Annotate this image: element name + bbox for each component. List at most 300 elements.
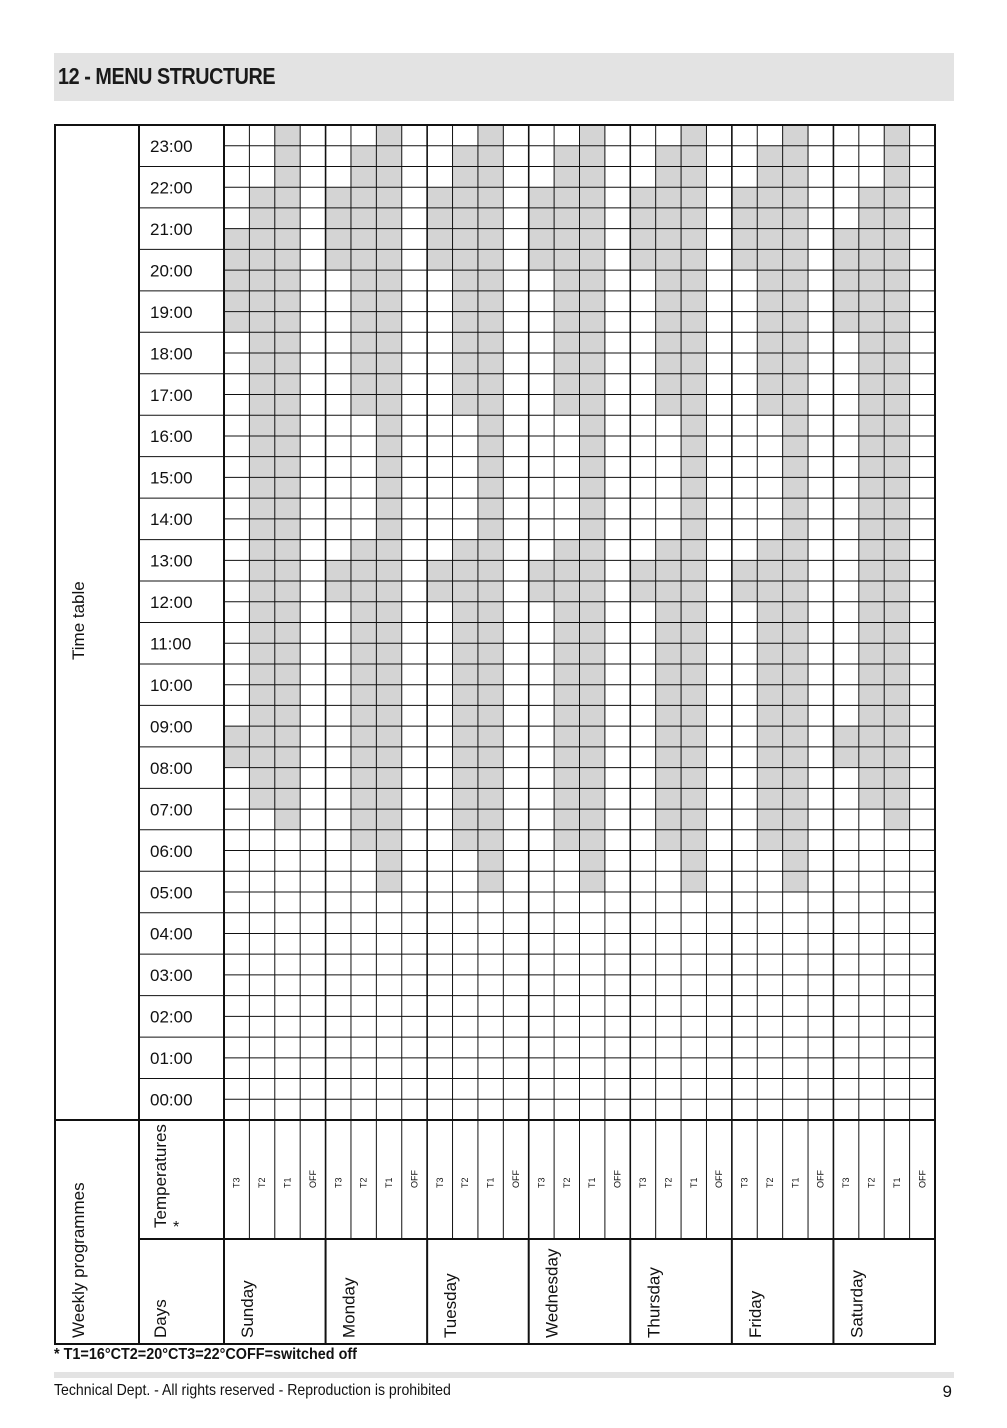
schedule-cell-monday bbox=[376, 581, 401, 602]
schedule-cell-friday bbox=[783, 415, 808, 436]
schedule-cell-friday bbox=[783, 457, 808, 478]
schedule-cell-sunday bbox=[275, 560, 300, 581]
schedule-cell-wednesday bbox=[580, 457, 605, 478]
schedule-cell-monday bbox=[351, 726, 376, 747]
schedule-cell-sunday bbox=[275, 125, 300, 146]
schedule-cell-tuesday bbox=[478, 705, 503, 726]
day-label-tuesday: Tuesday bbox=[441, 1273, 461, 1338]
schedule-cell-saturday bbox=[884, 229, 909, 250]
schedule-cell-thursday bbox=[681, 726, 706, 747]
schedule-cell-monday bbox=[376, 685, 401, 706]
schedule-cell-wednesday bbox=[580, 685, 605, 706]
schedule-cell-sunday bbox=[275, 788, 300, 809]
schedule-cell-tuesday bbox=[478, 788, 503, 809]
schedule-cell-tuesday bbox=[427, 560, 452, 581]
schedule-cell-saturday bbox=[884, 312, 909, 333]
schedule-cell-friday bbox=[783, 623, 808, 644]
schedule-cell-friday bbox=[783, 498, 808, 519]
schedule-cell-tuesday bbox=[478, 125, 503, 146]
schedule-cell-wednesday bbox=[580, 871, 605, 892]
schedule-cell-monday bbox=[376, 705, 401, 726]
schedule-cell-saturday bbox=[859, 498, 884, 519]
schedule-cell-tuesday bbox=[453, 809, 478, 830]
temperature-column-label: T1 bbox=[790, 1177, 801, 1188]
schedule-cell-friday bbox=[757, 540, 782, 561]
schedule-cell-thursday bbox=[656, 353, 681, 374]
schedule-cell-wednesday bbox=[580, 125, 605, 146]
temperature-column-label: T1 bbox=[485, 1177, 496, 1188]
schedule-cell-sunday bbox=[275, 353, 300, 374]
schedule-cell-tuesday bbox=[453, 560, 478, 581]
temperature-column-label: T3 bbox=[231, 1177, 242, 1188]
schedule-cell-wednesday bbox=[554, 291, 579, 312]
hour-label: 01:00 bbox=[150, 1049, 193, 1069]
schedule-cell-monday bbox=[351, 374, 376, 395]
schedule-cell-sunday bbox=[249, 705, 274, 726]
schedule-cell-thursday bbox=[656, 187, 681, 208]
schedule-cell-saturday bbox=[884, 291, 909, 312]
temperature-column-label: T3 bbox=[841, 1177, 852, 1188]
schedule-cell-wednesday bbox=[580, 291, 605, 312]
schedule-cell-tuesday bbox=[478, 353, 503, 374]
schedule-cell-sunday bbox=[275, 540, 300, 561]
schedule-cell-friday bbox=[732, 581, 757, 602]
schedule-cell-tuesday bbox=[453, 187, 478, 208]
day-label-wednesday: Wednesday bbox=[542, 1248, 562, 1338]
schedule-cell-friday bbox=[783, 643, 808, 664]
schedule-cell-wednesday bbox=[580, 705, 605, 726]
temperature-column-label: T2 bbox=[358, 1177, 369, 1188]
schedule-cell-monday bbox=[376, 187, 401, 208]
schedule-cell-wednesday bbox=[580, 436, 605, 457]
temperature-column-label: OFF bbox=[409, 1170, 420, 1188]
schedule-cell-saturday bbox=[884, 125, 909, 146]
schedule-cell-tuesday bbox=[478, 560, 503, 581]
schedule-cell-friday bbox=[783, 747, 808, 768]
schedule-cell-friday bbox=[757, 623, 782, 644]
schedule-cell-monday bbox=[326, 581, 351, 602]
schedule-cell-tuesday bbox=[478, 747, 503, 768]
schedule-cell-wednesday bbox=[580, 374, 605, 395]
schedule-cell-sunday bbox=[224, 312, 249, 333]
schedule-cell-tuesday bbox=[453, 270, 478, 291]
weekly-programmes-label: Weekly programmes bbox=[69, 1182, 88, 1338]
schedule-cell-sunday bbox=[275, 685, 300, 706]
hour-label: 08:00 bbox=[150, 758, 193, 778]
temperature-column-label: T3 bbox=[637, 1177, 648, 1188]
schedule-cell-saturday bbox=[833, 291, 858, 312]
schedule-cell-saturday bbox=[859, 394, 884, 415]
schedule-cell-thursday bbox=[630, 249, 655, 270]
schedule-cell-tuesday bbox=[478, 394, 503, 415]
schedule-cell-tuesday bbox=[478, 166, 503, 187]
schedule-cell-monday bbox=[376, 519, 401, 540]
schedule-cell-monday bbox=[376, 353, 401, 374]
hour-label: 22:00 bbox=[150, 178, 193, 198]
schedule-cell-monday bbox=[351, 830, 376, 851]
schedule-cell-sunday bbox=[275, 394, 300, 415]
day-label-friday: Friday bbox=[745, 1290, 765, 1338]
schedule-cell-saturday bbox=[859, 312, 884, 333]
schedule-cell-sunday bbox=[249, 685, 274, 706]
schedule-cell-friday bbox=[783, 249, 808, 270]
schedule-cell-tuesday bbox=[453, 747, 478, 768]
schedule-cell-tuesday bbox=[453, 726, 478, 747]
footer-divider bbox=[54, 1372, 954, 1378]
schedule-cell-monday bbox=[351, 540, 376, 561]
schedule-cell-tuesday bbox=[453, 229, 478, 250]
schedule-cell-friday bbox=[757, 332, 782, 353]
schedule-cell-tuesday bbox=[478, 540, 503, 561]
schedule-cell-thursday bbox=[630, 229, 655, 250]
schedule-cell-saturday bbox=[859, 519, 884, 540]
temperature-column-label: T1 bbox=[587, 1177, 598, 1188]
schedule-cell-tuesday bbox=[453, 664, 478, 685]
schedule-cell-saturday bbox=[884, 809, 909, 830]
schedule-cell-saturday bbox=[859, 747, 884, 768]
hour-label: 04:00 bbox=[150, 924, 193, 944]
schedule-cell-sunday bbox=[249, 643, 274, 664]
schedule-cell-wednesday bbox=[580, 602, 605, 623]
schedule-cell-wednesday bbox=[554, 187, 579, 208]
schedule-cell-thursday bbox=[630, 208, 655, 229]
schedule-cell-saturday bbox=[859, 457, 884, 478]
schedule-cell-friday bbox=[757, 560, 782, 581]
schedule-cell-tuesday bbox=[453, 146, 478, 167]
schedule-cell-tuesday bbox=[478, 291, 503, 312]
schedule-cell-saturday bbox=[859, 249, 884, 270]
schedule-cell-friday bbox=[732, 208, 757, 229]
schedule-cell-tuesday bbox=[478, 249, 503, 270]
schedule-cell-sunday bbox=[249, 477, 274, 498]
schedule-cell-thursday bbox=[681, 685, 706, 706]
schedule-cell-monday bbox=[351, 312, 376, 333]
schedule-cell-saturday bbox=[859, 705, 884, 726]
schedule-cell-wednesday bbox=[529, 249, 554, 270]
temperature-column-label: T1 bbox=[688, 1177, 699, 1188]
schedule-cell-tuesday bbox=[478, 643, 503, 664]
schedule-cell-thursday bbox=[681, 374, 706, 395]
schedule-cell-wednesday bbox=[580, 540, 605, 561]
schedule-cell-wednesday bbox=[580, 187, 605, 208]
schedule-cell-saturday bbox=[884, 768, 909, 789]
schedule-cell-wednesday bbox=[529, 187, 554, 208]
schedule-cell-saturday bbox=[859, 540, 884, 561]
schedule-cell-monday bbox=[351, 809, 376, 830]
schedule-cell-saturday bbox=[884, 457, 909, 478]
schedule-cell-thursday bbox=[681, 353, 706, 374]
schedule-cell-sunday bbox=[275, 249, 300, 270]
schedule-cell-tuesday bbox=[478, 851, 503, 872]
schedule-cell-saturday bbox=[884, 623, 909, 644]
schedule-cell-sunday bbox=[275, 312, 300, 333]
temperature-column-label: T3 bbox=[333, 1177, 344, 1188]
schedule-cell-thursday bbox=[656, 270, 681, 291]
schedule-cell-monday bbox=[351, 768, 376, 789]
schedule-cell-sunday bbox=[224, 249, 249, 270]
schedule-cell-saturday bbox=[859, 291, 884, 312]
schedule-cell-saturday bbox=[859, 208, 884, 229]
schedule-cell-tuesday bbox=[478, 208, 503, 229]
schedule-cell-tuesday bbox=[478, 519, 503, 540]
hour-label: 11:00 bbox=[150, 634, 192, 654]
schedule-cell-tuesday bbox=[453, 581, 478, 602]
schedule-cell-sunday bbox=[249, 249, 274, 270]
schedule-cell-wednesday bbox=[580, 394, 605, 415]
schedule-cell-sunday bbox=[249, 747, 274, 768]
schedule-cell-thursday bbox=[681, 477, 706, 498]
schedule-cell-tuesday bbox=[478, 332, 503, 353]
schedule-cell-tuesday bbox=[427, 249, 452, 270]
schedule-cell-monday bbox=[351, 291, 376, 312]
schedule-cell-tuesday bbox=[453, 623, 478, 644]
temperature-column-label: T2 bbox=[866, 1177, 877, 1188]
schedule-cell-sunday bbox=[249, 540, 274, 561]
schedule-cell-monday bbox=[376, 249, 401, 270]
schedule-cell-tuesday bbox=[478, 270, 503, 291]
schedule-cell-friday bbox=[783, 664, 808, 685]
schedule-cell-thursday bbox=[656, 685, 681, 706]
schedule-cell-wednesday bbox=[554, 685, 579, 706]
hour-label: 16:00 bbox=[150, 427, 193, 447]
schedule-cell-thursday bbox=[681, 643, 706, 664]
schedule-cell-monday bbox=[326, 208, 351, 229]
schedule-cell-monday bbox=[351, 685, 376, 706]
schedule-cell-wednesday bbox=[554, 560, 579, 581]
schedule-cell-sunday bbox=[249, 436, 274, 457]
hour-label: 18:00 bbox=[150, 344, 193, 364]
schedule-cell-thursday bbox=[681, 830, 706, 851]
schedule-cell-saturday bbox=[884, 187, 909, 208]
schedule-cell-saturday bbox=[884, 353, 909, 374]
schedule-cell-wednesday bbox=[554, 581, 579, 602]
schedule-cell-saturday bbox=[884, 374, 909, 395]
day-label-thursday: Thursday bbox=[644, 1267, 664, 1338]
schedule-cell-monday bbox=[351, 747, 376, 768]
schedule-cell-thursday bbox=[681, 498, 706, 519]
schedule-cell-friday bbox=[757, 146, 782, 167]
schedule-cell-wednesday bbox=[580, 830, 605, 851]
schedule-cell-saturday bbox=[884, 498, 909, 519]
schedule-cell-thursday bbox=[656, 208, 681, 229]
schedule-cell-thursday bbox=[681, 747, 706, 768]
schedule-cell-wednesday bbox=[554, 643, 579, 664]
schedule-cell-friday bbox=[783, 229, 808, 250]
schedule-cell-tuesday bbox=[453, 788, 478, 809]
schedule-cell-monday bbox=[326, 249, 351, 270]
schedule-cell-tuesday bbox=[453, 332, 478, 353]
schedule-cell-monday bbox=[376, 788, 401, 809]
schedule-cell-sunday bbox=[224, 270, 249, 291]
schedule-cell-sunday bbox=[275, 187, 300, 208]
schedule-cell-monday bbox=[376, 602, 401, 623]
schedule-cell-monday bbox=[351, 602, 376, 623]
schedule-cell-tuesday bbox=[453, 540, 478, 561]
schedule-cell-thursday bbox=[656, 830, 681, 851]
hour-label: 12:00 bbox=[150, 593, 193, 613]
schedule-cell-thursday bbox=[681, 146, 706, 167]
hour-label: 20:00 bbox=[150, 261, 193, 281]
schedule-cell-sunday bbox=[224, 726, 249, 747]
schedule-cell-friday bbox=[732, 249, 757, 270]
schedule-cell-monday bbox=[351, 788, 376, 809]
schedule-cell-thursday bbox=[681, 415, 706, 436]
schedule-cell-wednesday bbox=[554, 788, 579, 809]
schedule-cell-saturday bbox=[833, 270, 858, 291]
schedule-cell-sunday bbox=[249, 353, 274, 374]
schedule-cell-sunday bbox=[275, 602, 300, 623]
schedule-cell-thursday bbox=[681, 851, 706, 872]
schedule-cell-wednesday bbox=[554, 146, 579, 167]
schedule-cell-thursday bbox=[681, 623, 706, 644]
schedule-cell-friday bbox=[757, 394, 782, 415]
schedule-cell-tuesday bbox=[478, 726, 503, 747]
schedule-cell-monday bbox=[376, 229, 401, 250]
schedule-cell-monday bbox=[326, 229, 351, 250]
schedule-cell-saturday bbox=[884, 249, 909, 270]
schedule-cell-sunday bbox=[249, 726, 274, 747]
schedule-cell-monday bbox=[376, 394, 401, 415]
schedule-cell-friday bbox=[783, 146, 808, 167]
schedule-cell-monday bbox=[376, 332, 401, 353]
schedule-cell-saturday bbox=[884, 747, 909, 768]
schedule-cell-thursday bbox=[656, 643, 681, 664]
schedule-cell-friday bbox=[783, 809, 808, 830]
schedule-cell-thursday bbox=[656, 249, 681, 270]
schedule-cell-saturday bbox=[884, 519, 909, 540]
schedule-cell-wednesday bbox=[554, 768, 579, 789]
schedule-cell-wednesday bbox=[554, 249, 579, 270]
schedule-cell-sunday bbox=[249, 394, 274, 415]
schedule-cell-tuesday bbox=[478, 146, 503, 167]
schedule-cell-friday bbox=[757, 830, 782, 851]
day-label-sunday: Sunday bbox=[238, 1280, 257, 1338]
schedule-cell-monday bbox=[351, 623, 376, 644]
schedule-cell-sunday bbox=[275, 436, 300, 457]
schedule-cell-friday bbox=[783, 705, 808, 726]
schedule-cell-friday bbox=[757, 602, 782, 623]
schedule-cell-tuesday bbox=[453, 394, 478, 415]
temperature-column-label: T2 bbox=[460, 1177, 471, 1188]
days-label: Days bbox=[151, 1299, 170, 1338]
schedule-cell-monday bbox=[351, 394, 376, 415]
schedule-cell-saturday bbox=[884, 726, 909, 747]
schedule-cell-thursday bbox=[681, 249, 706, 270]
schedule-cell-wednesday bbox=[554, 830, 579, 851]
schedule-cell-friday bbox=[783, 788, 808, 809]
schedule-cell-wednesday bbox=[580, 312, 605, 333]
hour-label: 21:00 bbox=[150, 219, 193, 239]
schedule-cell-sunday bbox=[275, 208, 300, 229]
schedule-cell-wednesday bbox=[580, 664, 605, 685]
schedule-cell-thursday bbox=[656, 809, 681, 830]
schedule-cell-tuesday bbox=[453, 705, 478, 726]
schedule-cell-friday bbox=[757, 208, 782, 229]
schedule-cell-tuesday bbox=[478, 830, 503, 851]
schedule-cell-monday bbox=[376, 477, 401, 498]
schedule-cell-wednesday bbox=[554, 374, 579, 395]
schedule-cell-wednesday bbox=[554, 353, 579, 374]
schedule-cell-saturday bbox=[884, 685, 909, 706]
schedule-cell-monday bbox=[351, 187, 376, 208]
schedule-cell-friday bbox=[757, 664, 782, 685]
schedule-cell-saturday bbox=[884, 436, 909, 457]
schedule-cell-friday bbox=[783, 851, 808, 872]
temperature-column-label: T2 bbox=[257, 1177, 268, 1188]
schedule-cell-wednesday bbox=[529, 208, 554, 229]
schedule-cell-wednesday bbox=[580, 768, 605, 789]
schedule-cell-saturday bbox=[859, 602, 884, 623]
hour-label: 02:00 bbox=[150, 1007, 193, 1027]
schedule-cell-saturday bbox=[859, 270, 884, 291]
hour-label: 13:00 bbox=[150, 551, 193, 571]
schedule-cell-friday bbox=[783, 187, 808, 208]
schedule-cell-thursday bbox=[656, 291, 681, 312]
schedule-cell-saturday bbox=[833, 249, 858, 270]
schedule-cell-friday bbox=[757, 747, 782, 768]
schedule-cell-sunday bbox=[249, 560, 274, 581]
schedule-cell-monday bbox=[376, 643, 401, 664]
schedule-cell-wednesday bbox=[554, 623, 579, 644]
schedule-cell-thursday bbox=[656, 768, 681, 789]
schedule-cell-sunday bbox=[275, 643, 300, 664]
schedule-cell-wednesday bbox=[529, 229, 554, 250]
schedule-cell-sunday bbox=[224, 229, 249, 250]
schedule-cell-tuesday bbox=[453, 643, 478, 664]
schedule-cell-thursday bbox=[681, 768, 706, 789]
schedule-cell-sunday bbox=[275, 229, 300, 250]
schedule-cell-sunday bbox=[275, 726, 300, 747]
schedule-cell-saturday bbox=[859, 685, 884, 706]
schedule-cell-monday bbox=[351, 249, 376, 270]
schedule-cell-wednesday bbox=[554, 726, 579, 747]
schedule-cell-monday bbox=[351, 643, 376, 664]
schedule-cell-wednesday bbox=[580, 581, 605, 602]
schedule-cell-wednesday bbox=[580, 788, 605, 809]
schedule-cell-monday bbox=[376, 726, 401, 747]
schedule-cell-monday bbox=[376, 208, 401, 229]
schedule-cell-thursday bbox=[630, 187, 655, 208]
schedule-cell-wednesday bbox=[554, 602, 579, 623]
schedule-cell-monday bbox=[376, 747, 401, 768]
schedule-cell-sunday bbox=[275, 291, 300, 312]
schedule-cell-thursday bbox=[681, 270, 706, 291]
schedule-cell-friday bbox=[783, 436, 808, 457]
schedule-cell-thursday bbox=[656, 581, 681, 602]
schedule-cell-thursday bbox=[681, 166, 706, 187]
schedule-cell-wednesday bbox=[554, 208, 579, 229]
schedule-cell-friday bbox=[757, 788, 782, 809]
schedule-cell-friday bbox=[783, 332, 808, 353]
schedule-cell-friday bbox=[783, 685, 808, 706]
schedule-cell-thursday bbox=[656, 229, 681, 250]
schedule-cell-monday bbox=[376, 623, 401, 644]
temperature-column-label: OFF bbox=[714, 1170, 725, 1188]
temperature-column-label: T3 bbox=[434, 1177, 445, 1188]
schedule-cell-friday bbox=[783, 353, 808, 374]
schedule-cell-wednesday bbox=[554, 747, 579, 768]
schedule-cell-friday bbox=[783, 726, 808, 747]
schedule-cell-thursday bbox=[656, 602, 681, 623]
temperature-column-label: T1 bbox=[891, 1177, 902, 1188]
schedule-cell-saturday bbox=[859, 415, 884, 436]
schedule-cell-tuesday bbox=[478, 581, 503, 602]
schedule-cell-saturday bbox=[859, 726, 884, 747]
schedule-cell-saturday bbox=[859, 374, 884, 395]
schedule-cell-friday bbox=[783, 477, 808, 498]
schedule-cell-friday bbox=[757, 353, 782, 374]
schedule-cell-saturday bbox=[884, 560, 909, 581]
